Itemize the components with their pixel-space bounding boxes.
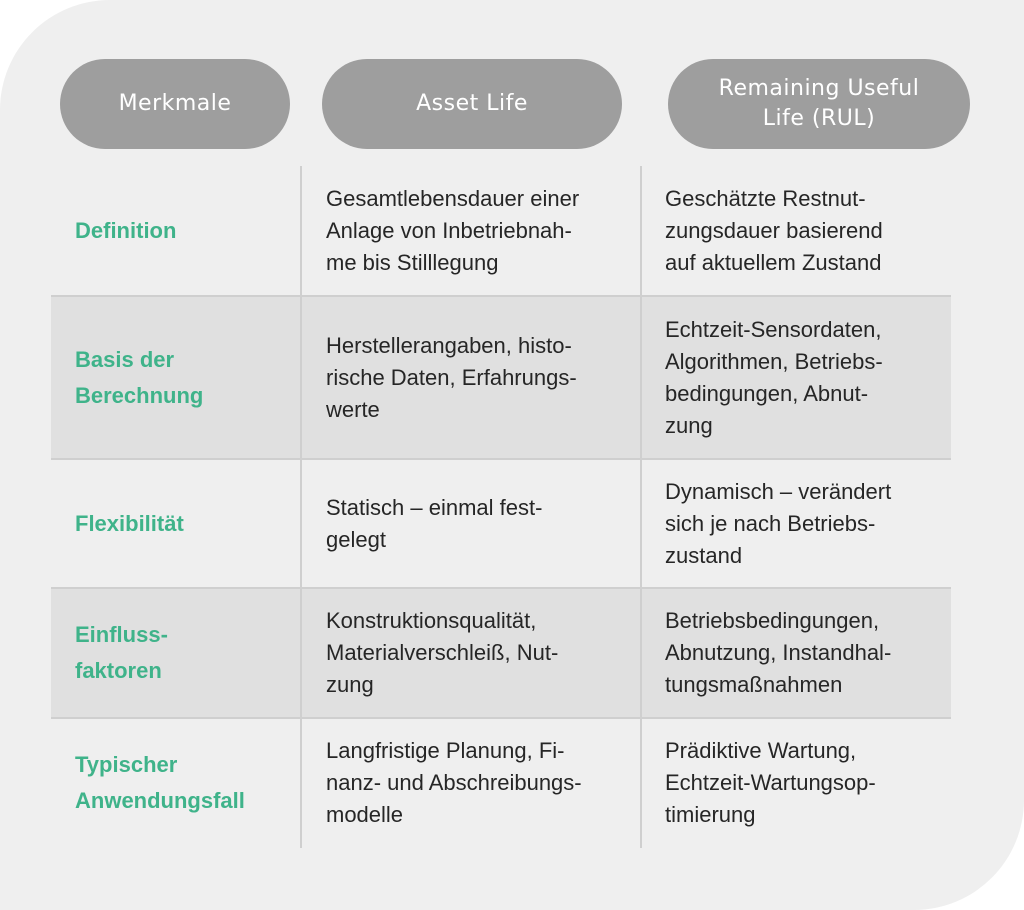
row-divider [51,458,951,460]
feature-cell [75,296,295,459]
rul-cell [665,166,951,296]
text-line: Materialverschleiß, Nut- [326,640,559,665]
text-line: Gesamtlebensdauer einer [326,186,580,211]
table-row-basis [51,296,951,459]
text-line: Echtzeit-Sensordaten, [665,316,882,342]
text-line: Betriebsbedingungen, [665,608,880,633]
feature-line: Typischer [75,752,178,777]
text-line: zustand [665,542,743,568]
text-line: timierung [665,802,756,827]
text-line: auf aktuellem Zustand [665,250,882,275]
header-merkmale [60,59,290,149]
asset-life-cell [326,459,626,588]
text-line: Geschätzte Restnut- [665,186,866,211]
feature-cell [75,588,295,718]
text-line: Algorithmen, Betriebs- [665,348,883,374]
text-line: Herstellerangaben, histo- [326,332,572,358]
header-asset-life-label: Asset Life [416,91,528,116]
asset-life-cell [326,588,626,718]
asset-life-cell [326,166,626,296]
feature-line: Einfluss- [75,622,168,647]
table-row-einflussfaktoren [51,588,951,718]
text-line: sich je nach Betriebs- [665,510,876,536]
row-divider [51,295,951,297]
text-line: nanz- und Abschreibungs- [326,770,582,795]
column-divider [640,166,642,848]
header-rul [668,59,970,149]
table-row-definition [51,166,951,296]
table-row-anwendungsfall [51,718,951,848]
feature-cell [75,459,295,588]
feature-line: Berechnung [75,382,204,408]
row-divider [51,587,951,589]
text-line: me bis Stilllegung [326,250,499,275]
feature-line: faktoren [75,658,162,683]
text-line: modelle [326,802,404,827]
text-line: zung [665,412,713,438]
text-line: Statisch – einmal fest- [326,494,543,520]
feature-line: Basis der [75,346,175,372]
feature-cell [75,166,295,296]
text-line: werte [326,396,380,422]
row-divider [51,717,951,719]
column-divider [300,166,302,848]
header-rul-label-line2: Life (RUL) [762,106,876,131]
text-line: Anlage von Inbetriebnah- [326,218,572,243]
rul-cell [665,588,951,718]
header-asset-life [322,59,622,149]
feature-line: Definition [75,218,177,243]
text-line: Langfristige Planung, Fi- [326,738,565,763]
text-line: Dynamisch – verändert [665,478,892,504]
text-line: zung [326,672,374,697]
text-line: tungsmaßnahmen [665,672,843,697]
text-line: gelegt [326,526,386,552]
text-line: zungsdauer basierend [665,218,883,243]
feature-line: Anwendungsfall [75,788,245,813]
rul-cell [665,296,951,459]
rul-cell [665,459,951,588]
text-line: bedingungen, Abnut- [665,380,869,406]
rul-cell [665,718,951,848]
feature-line: Flexibilität [75,510,184,536]
feature-cell [75,718,295,848]
header-rul-label-line1: Remaining Useful [718,76,920,101]
text-line: rische Daten, Erfahrungs- [326,364,577,390]
table-row-flexibilitaet [51,459,951,588]
text-line: Abnutzung, Instandhal- [665,640,892,665]
asset-life-cell [326,718,626,848]
text-line: Echtzeit-Wartungsop- [665,770,876,795]
asset-life-cell [326,296,626,459]
header-merkmale-label: Merkmale [118,91,232,116]
text-line: Konstruktionsqualität, [326,608,537,633]
text-line: Prädiktive Wartung, [665,738,857,763]
